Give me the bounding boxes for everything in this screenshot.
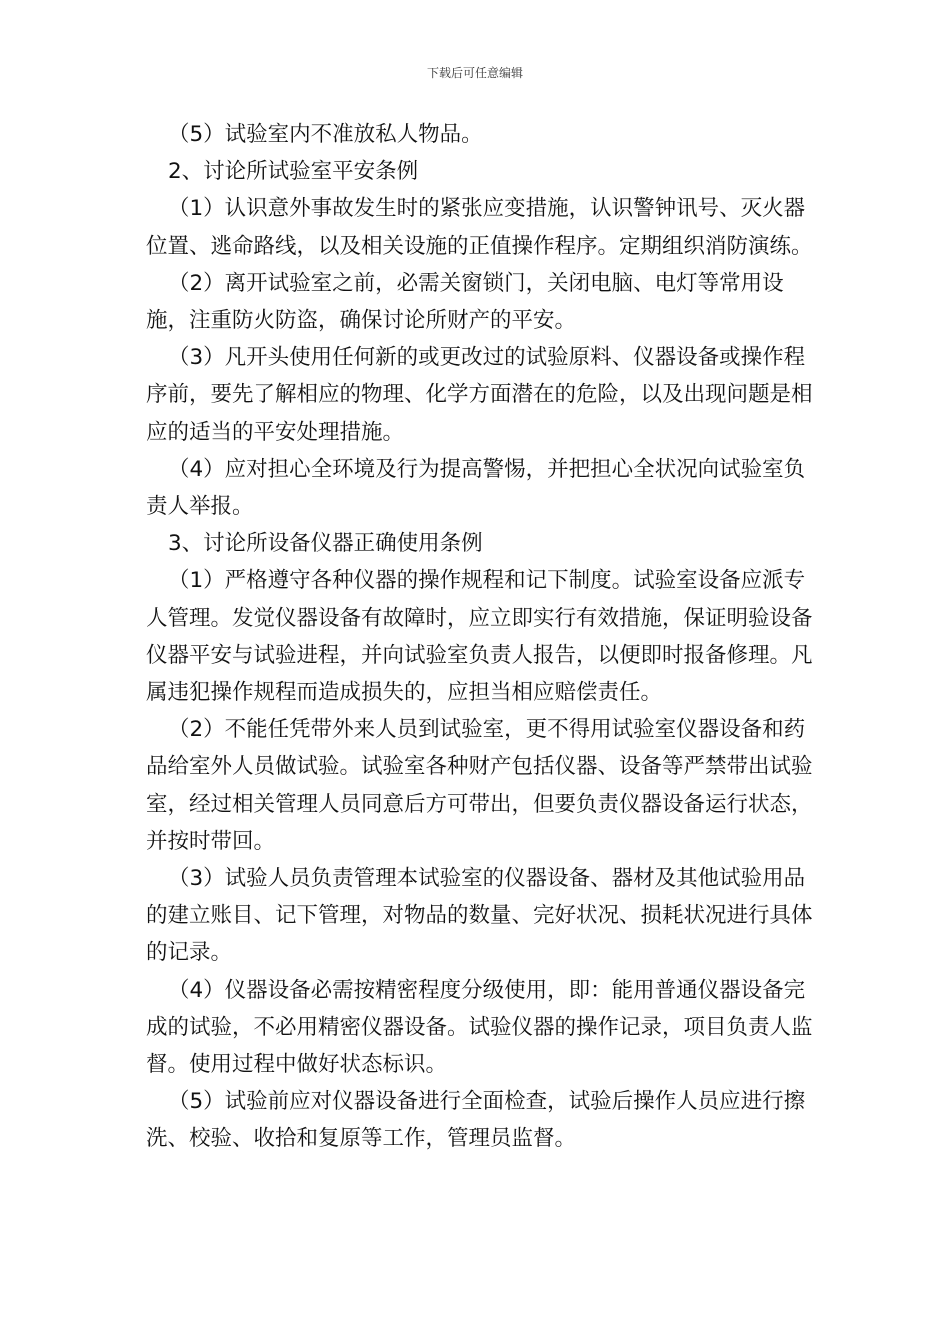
paragraph-5-private-items: （5）试验室内不准放私人物品。 bbox=[168, 122, 483, 147]
paragraph-safety-4: （4）应对担心全环境及行为提高警惕，并把担心全状况向试验室负责人举报。 bbox=[146, 456, 806, 520]
paragraph-safety-3: （3）凡开头使用任何新的或更改过的试验原料、仪器设备或操作程序前，要先了解相应的物理、化学方面潜在的危险，以及出现问题是相应的适当的平安处理措施。 bbox=[146, 345, 813, 445]
paragraph-safety-1: （1）认识意外事故发生时的紧张应变措施，认识警钟讯号、灭火器位置、逃命路线，以及相关设施的正值操作程序。定期组织消防演练。 bbox=[146, 196, 813, 259]
paragraph-equipment-5: （5）试验前应对仪器设备进行全面检查，试验后操作人员应进行擦洗、校验、收拾和复原等工作，管理员监督。 bbox=[146, 1089, 806, 1152]
document-body bbox=[146, 116, 816, 1158]
paragraph-equipment-4: （4）仪器设备必需按精密程度分级使用，即：能用普通仪器设备完成的试验，不必用精密仪器设备。试验仪器的操作记录，项目负责人监督。使用过程中做好状态标识。 bbox=[146, 977, 813, 1078]
section-heading-equipment: 3、讨论所设备仪器正确使用条例 bbox=[168, 531, 483, 557]
paragraph-safety-2: （2）离开试验室之前，必需关窗锁门，关闭电脑、电灯等常用设施，注重防火防盗，确保讨论所财产的平安。 bbox=[146, 270, 784, 334]
section-heading-safety: 2、讨论所试验室平安条例 bbox=[168, 159, 419, 185]
page-header: 下载后可任意编辑 bbox=[426, 66, 523, 80]
paragraph-equipment-2: （2）不能任凭带外来人员到试验室，更不得用试验室仪器设备和药品给室外人员做试验。试验室各种财产包括仪器、设备等严禁带出试验室，经过相关管理人员同意后方可带出，但要负责仪器设备运行状态，并按时带回。 bbox=[146, 717, 813, 854]
paragraph-equipment-3: （3）试验人员负责管理本试验室的仪器设备、器材及其他试验用品的建立账目、记下管理，对物品的数量、完好状况、损耗状况进行具体的记录。 bbox=[146, 866, 813, 966]
paragraph-equipment-1: （1）严格遵守各种仪器的操作规程和记下制度。试验室设备应派专人管理。发觉仪器设备有故障时，应立即实行有效措施，保证明验设备仪器平安与试验进程，并向试验室负责人报告，以便即时报备修理。凡属违犯操作规程而造成损失的，应担当相应赔偿责任。 bbox=[146, 568, 813, 706]
